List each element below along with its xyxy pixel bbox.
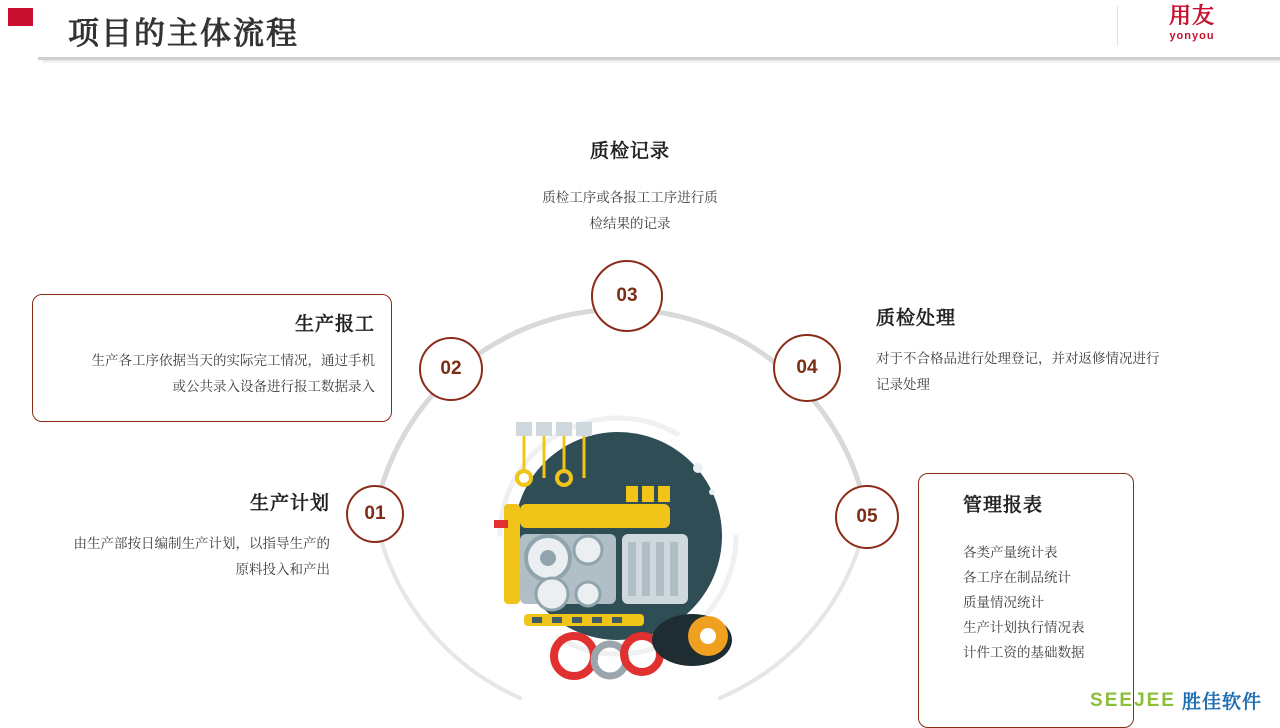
step-body-02-line2: 或公共录入设备进行报工数据录入 bbox=[172, 379, 375, 395]
step-body-01-line2: 原料投入和产出 bbox=[235, 562, 330, 578]
step-body-03-line2: 检结果的记录 bbox=[589, 216, 671, 232]
list-item: 计件工资的基础数据 bbox=[963, 645, 1085, 661]
step-circle-01[interactable]: 01 bbox=[346, 485, 404, 543]
step-body-01-line1: 由生产部按日编制生产计划，以指导生产的 bbox=[73, 536, 330, 552]
step-circle-03[interactable]: 03 bbox=[591, 260, 663, 332]
list-item: 生产计划执行情况表 bbox=[963, 620, 1085, 636]
header-divider bbox=[1117, 6, 1118, 46]
step-body-03-line1: 质检工序或各报工工序进行质 bbox=[542, 190, 718, 206]
footer-logo-mark: SEEJEE bbox=[1090, 689, 1176, 711]
slide-header bbox=[0, 0, 1280, 58]
page-title: 项目的主体流程 bbox=[68, 16, 299, 52]
step-block-04 bbox=[876, 303, 1236, 398]
footer-logo bbox=[1090, 687, 1262, 714]
step-title-01: 生产计划 bbox=[249, 492, 330, 514]
step-title-05: 管理报表 bbox=[963, 494, 1044, 516]
step-circle-05[interactable]: 05 bbox=[835, 485, 899, 549]
step-title-04: 质检处理 bbox=[876, 307, 957, 329]
process-diagram bbox=[0, 58, 1280, 720]
step-circle-04[interactable]: 04 bbox=[773, 334, 841, 402]
brand-logo-en: yonyou bbox=[1169, 30, 1215, 42]
step-body-04-line2: 记录处理 bbox=[876, 377, 930, 393]
step-circle-02[interactable]: 02 bbox=[419, 337, 483, 401]
step-title-03: 质检记录 bbox=[589, 140, 670, 162]
list-item: 各工序在制品统计 bbox=[963, 570, 1071, 586]
header-accent-square bbox=[8, 8, 33, 26]
brand-logo bbox=[1132, 6, 1252, 42]
step-title-02: 生产报工 bbox=[294, 313, 375, 335]
list-item: 质量情况统计 bbox=[963, 595, 1044, 611]
list-item: 各类产量统计表 bbox=[963, 545, 1058, 561]
brand-logo-cn: 用友 bbox=[1168, 4, 1215, 29]
step-block-03 bbox=[470, 136, 790, 237]
step-body-04-line1: 对于不合格品进行处理登记，并对返修情况进行 bbox=[876, 351, 1160, 367]
footer-logo-text: 胜佳软件 bbox=[1181, 691, 1262, 713]
factory-machine-illustration bbox=[476, 408, 756, 688]
step-body-02-line1: 生产各工序依据当天的实际完工情况，通过手机 bbox=[91, 353, 375, 369]
step-block-02 bbox=[32, 294, 392, 422]
step-block-01 bbox=[10, 488, 330, 583]
